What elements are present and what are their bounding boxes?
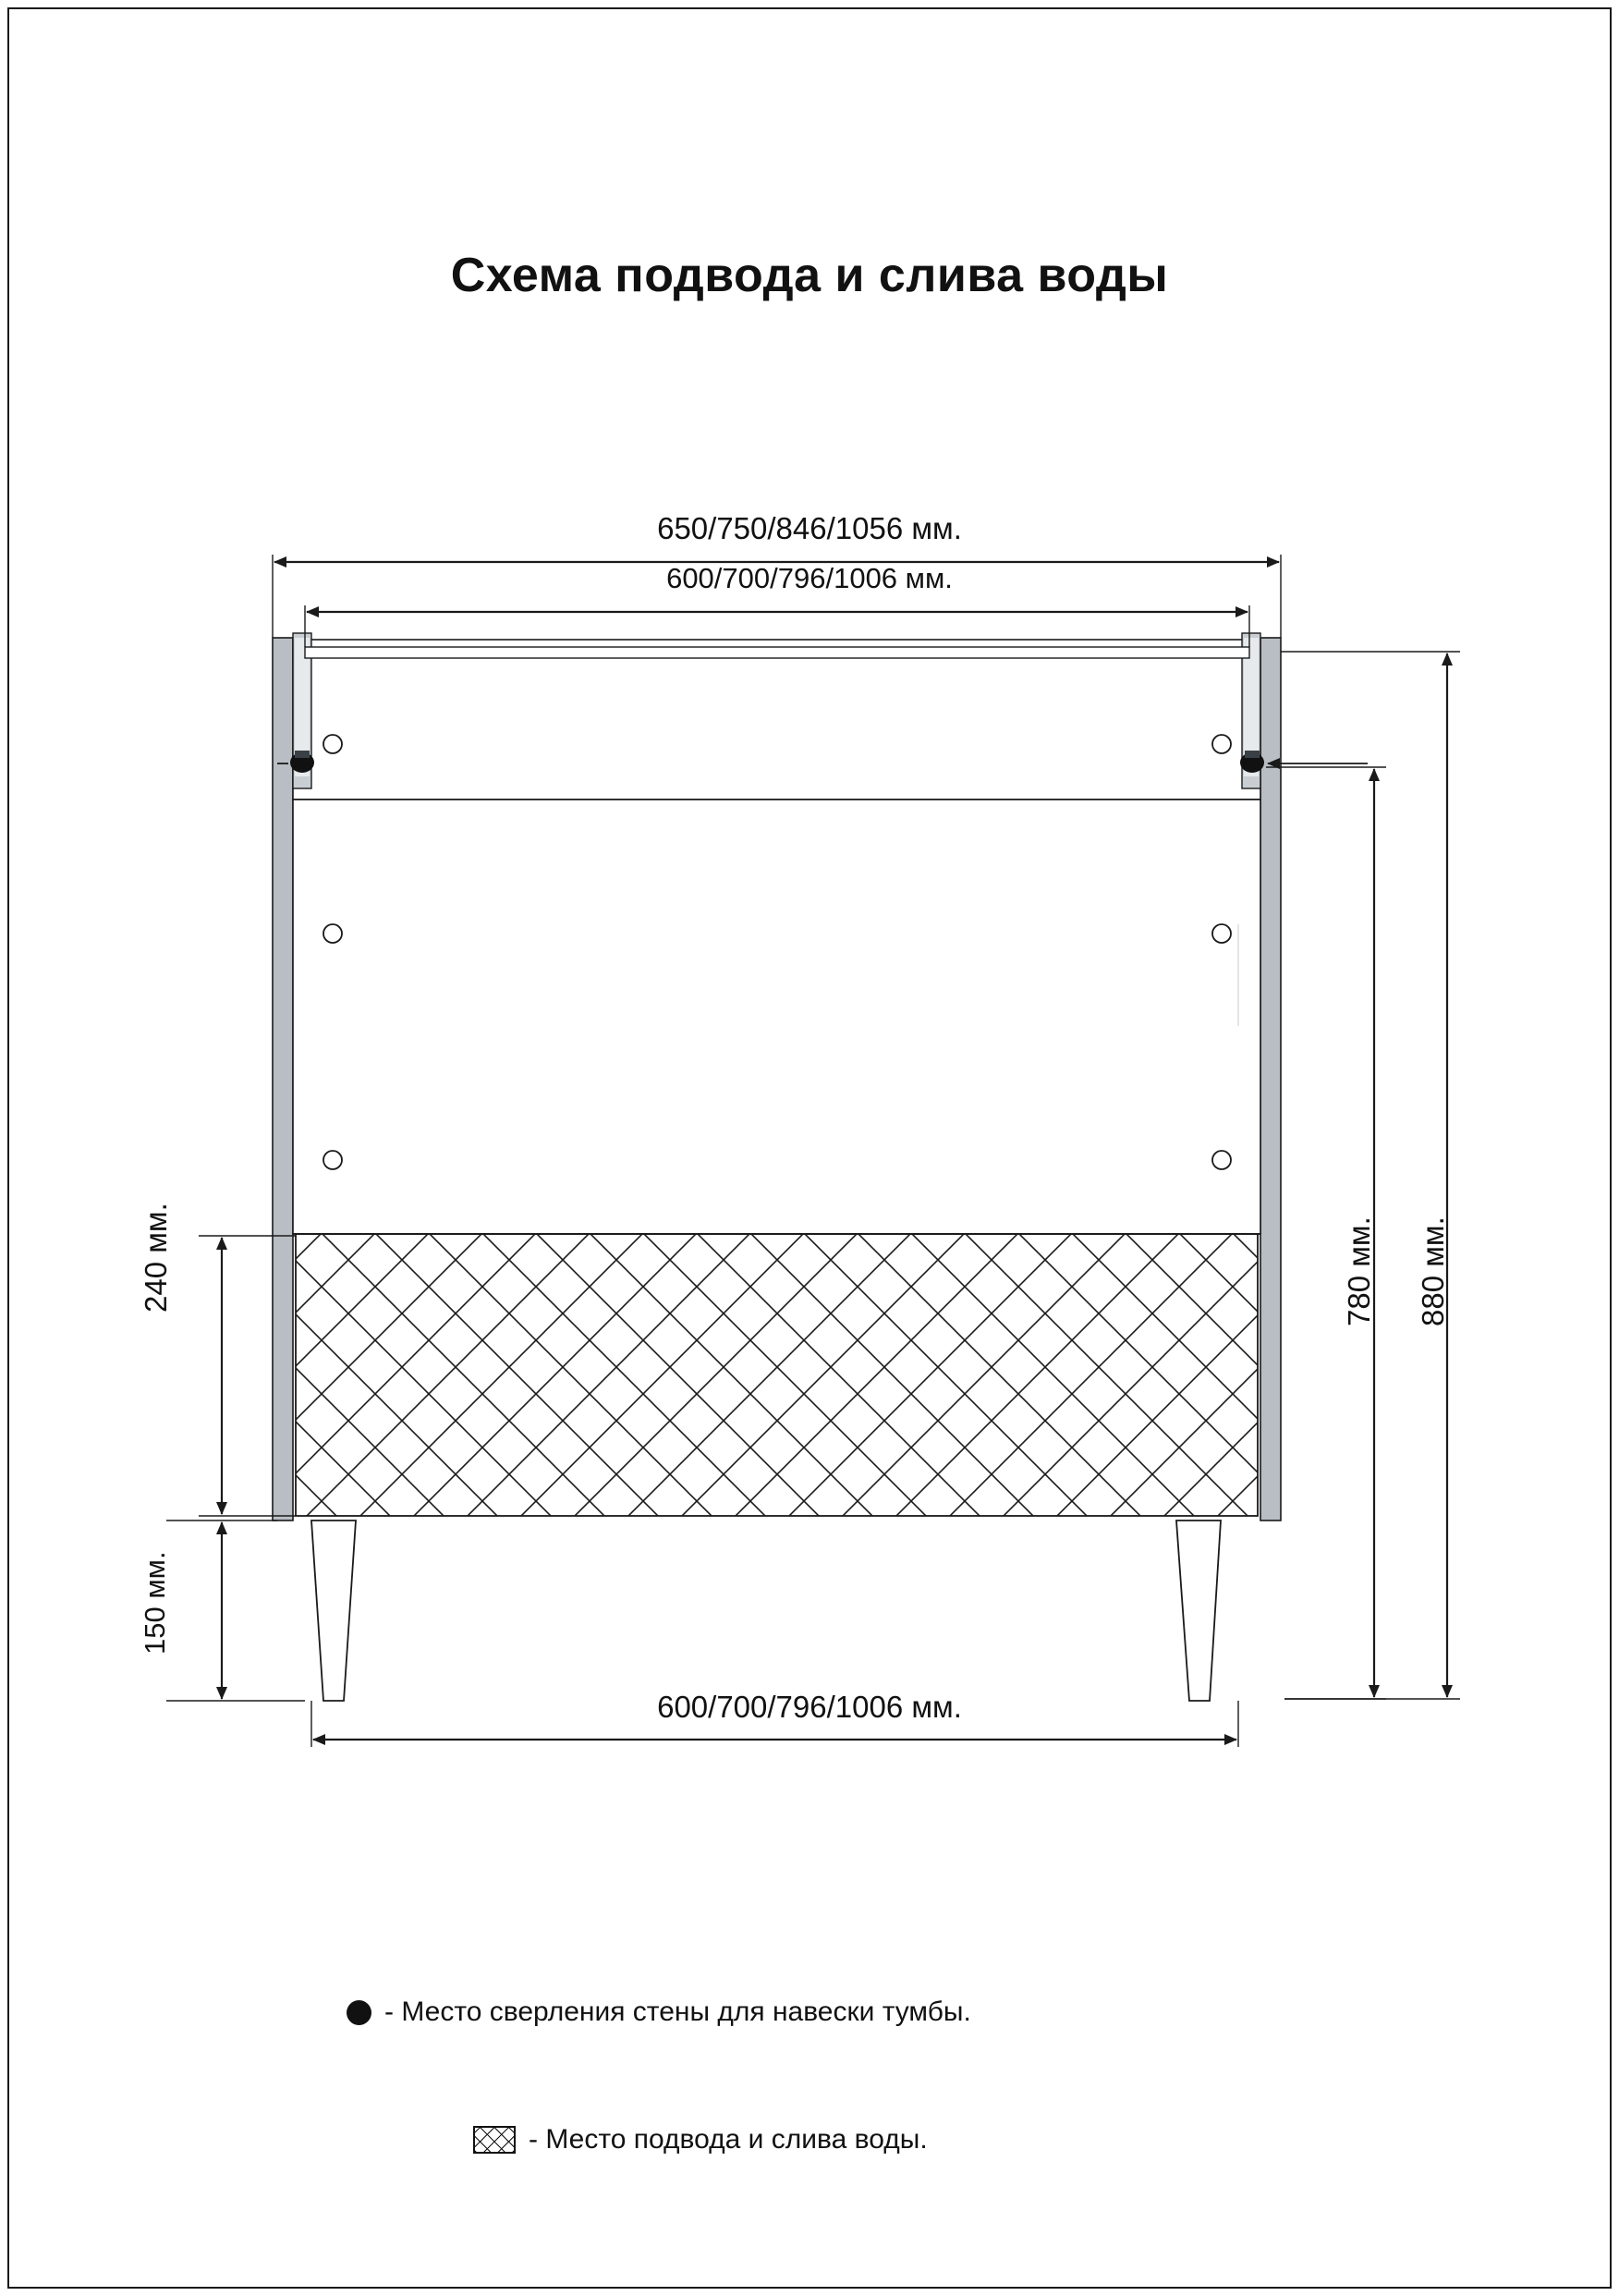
legend-item-water-zone (473, 2126, 928, 2154)
legend-item-drill-point (347, 1998, 971, 2026)
dimension-top-outer: 650/750/846/1056 мм. (657, 511, 962, 545)
legend-drill-point-label: - Место сверления стены для навески тумбы. (384, 1997, 971, 2027)
dimension-right-inner: 780 мм. (1342, 1216, 1376, 1326)
page-title: Схема подвода и слива воды (450, 249, 1169, 302)
legend-water-zone-label: - Место подвода и слива воды. (529, 2124, 928, 2155)
cabinet-legs (311, 1520, 1221, 1701)
dimension-top-inner: 600/700/796/1006 мм. (666, 562, 953, 594)
dimension-right-outer: 880 мм. (1416, 1216, 1450, 1326)
dimension-bottom: 600/700/796/1006 мм. (657, 1690, 962, 1724)
dimension-left-upper: 240 мм. (139, 1203, 173, 1313)
dimension-left-lower: 150 мм. (139, 1551, 171, 1655)
filled-circle-marker-icon (347, 2000, 371, 2025)
water-supply-hatch-zone (296, 1234, 1258, 1516)
cross-hatch-square-icon (473, 2126, 516, 2154)
